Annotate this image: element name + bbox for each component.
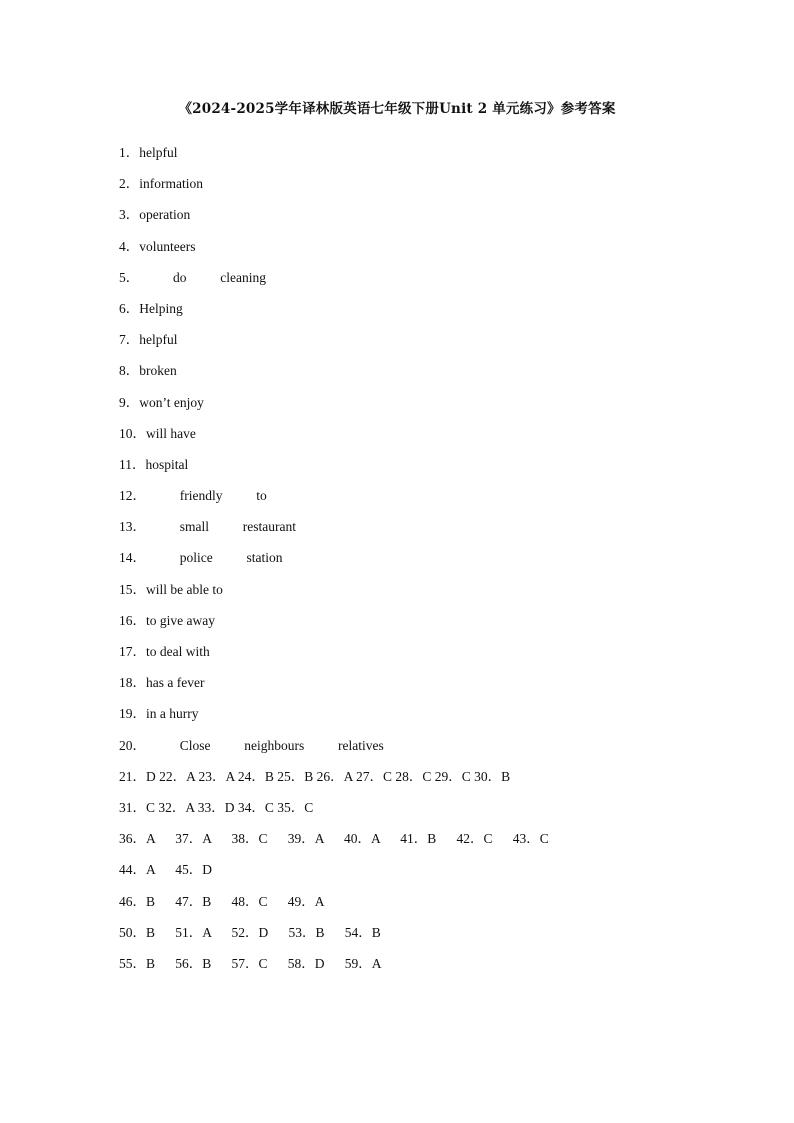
answer-line: 2．information <box>119 176 203 192</box>
answer-line: 8．broken <box>119 363 177 379</box>
answer-line: 12． friendly to <box>119 488 267 504</box>
answer-line: 31．C 32．A 33．D 34．C 35．C <box>119 799 314 815</box>
answer-line: 21．D 22．A 23．A 24．B 25．B 26．A 27．C 28．C 29．C 30．B <box>119 768 511 784</box>
answer-line: 36．A 37．A 38．C 39．A 40．A 41．B 42．C 43．C <box>119 831 549 847</box>
answer-line: 10．will have <box>119 425 196 441</box>
answer-line: 4．volunteers <box>119 238 196 254</box>
answer-line: 18．has a fever <box>119 675 205 691</box>
answer-line: 15．will be able to <box>119 581 223 597</box>
answer-line: 50．B 51．A 52．D 53．B 54．B <box>119 924 381 940</box>
answer-line: 19．in a hurry <box>119 706 199 722</box>
answer-line: 9．won’t enjoy <box>119 394 204 410</box>
answer-line: 44．A 45．D <box>119 862 213 878</box>
answer-line: 16．to give away <box>119 612 215 628</box>
answer-line: 6．Helping <box>119 300 183 316</box>
answer-line: 1．helpful <box>119 145 178 160</box>
answer-line: 7．helpful <box>119 332 178 348</box>
answer-line: 13． small restaurant <box>119 519 296 535</box>
answer-line: 14． police station <box>119 550 283 566</box>
answer-line: 3．operation <box>119 207 191 223</box>
page-title: 《2024-2025学年译林版英语七年级下册Unit 2 单元练习》参考答案 <box>178 101 616 117</box>
answer-line: 17．to deal with <box>119 644 210 659</box>
answer-line: 20． Close neighbours relatives <box>119 737 384 753</box>
answer-line: 5． do cleaning <box>119 269 266 285</box>
answer-line: 11．hospital <box>119 456 189 472</box>
answer-list <box>119 144 679 986</box>
answer-line: 55．B 56．B 57．C 58．D 59．A <box>119 955 382 971</box>
answer-line: 46．B 47．B 48．C 49．A <box>119 893 325 909</box>
